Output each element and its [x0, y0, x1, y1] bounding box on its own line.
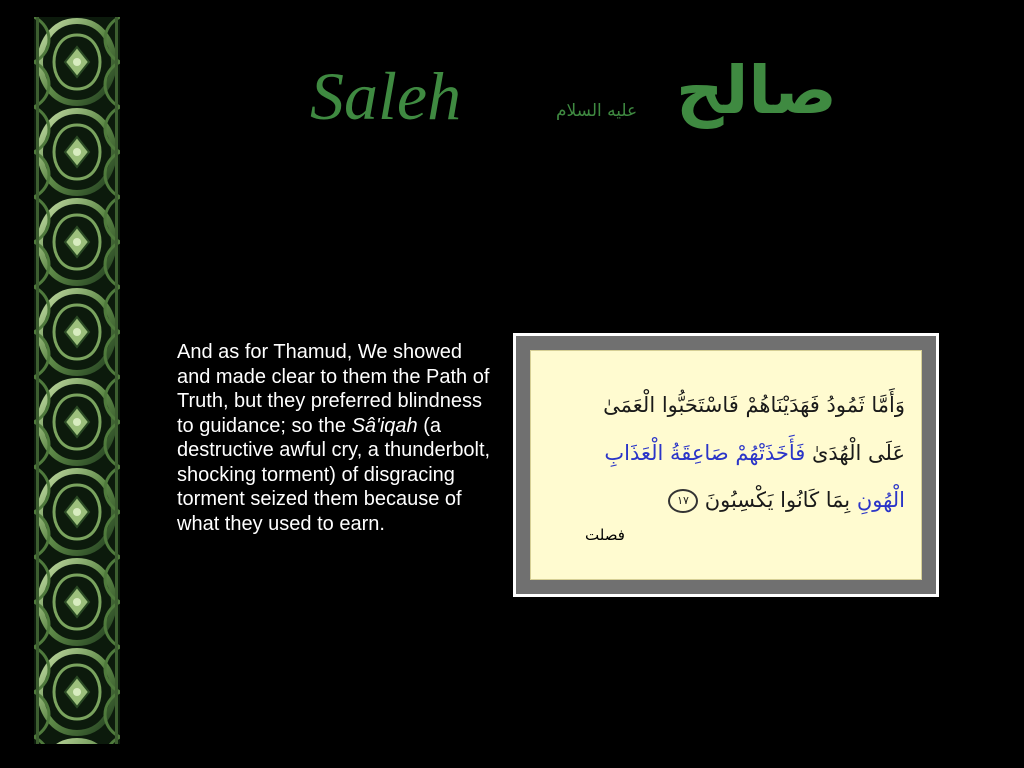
verse-line-2-text-a: عَلَى الْهُدَىٰ [811, 441, 905, 465]
verse-line-3 [541, 489, 905, 513]
ornament-pattern [34, 17, 120, 744]
ayah-number-marker: ١٧ [668, 489, 698, 513]
translation-part-2: (a destructive awful cry, a thunderbolt, shocking torment) of disgracing torment seized them because of what they used to earn. [177, 414, 491, 535]
title-latin: Saleh [310, 58, 462, 134]
verse-line-2-text-b: فَأَخَذَتْهُمْ صَاعِقَةُ الْعَذَابِ [604, 441, 812, 465]
decorative-ornament-strip [34, 17, 120, 744]
verse-line-1-text: وَأَمَّا ثَمُودُ فَهَدَيْنَاهُمْ فَاسْتَحَبُّوا الْعَمَىٰ [603, 393, 905, 417]
translation-term: Sâ'iqah [351, 414, 418, 437]
verse-line-2 [541, 443, 905, 464]
title-blessing-arabic: عليه السلام [556, 101, 638, 121]
quran-verse-image [513, 333, 939, 597]
title-arabic-name: صالح [676, 52, 837, 129]
verse-line-1 [541, 395, 905, 416]
verse-line-3-text-b: بِمَا كَانُوا يَكْسِبُونَ [704, 488, 857, 512]
verse-text-area [530, 350, 922, 580]
verse-line-3-text-a: الْهُونِ [856, 488, 905, 512]
translation-paragraph [177, 340, 497, 536]
surah-name: فصلت [585, 526, 625, 544]
translation-part-1: And as for Thamud, We showed and made clear to them the Path of Truth, but they preferred blindness to guidance; so the [177, 341, 490, 437]
